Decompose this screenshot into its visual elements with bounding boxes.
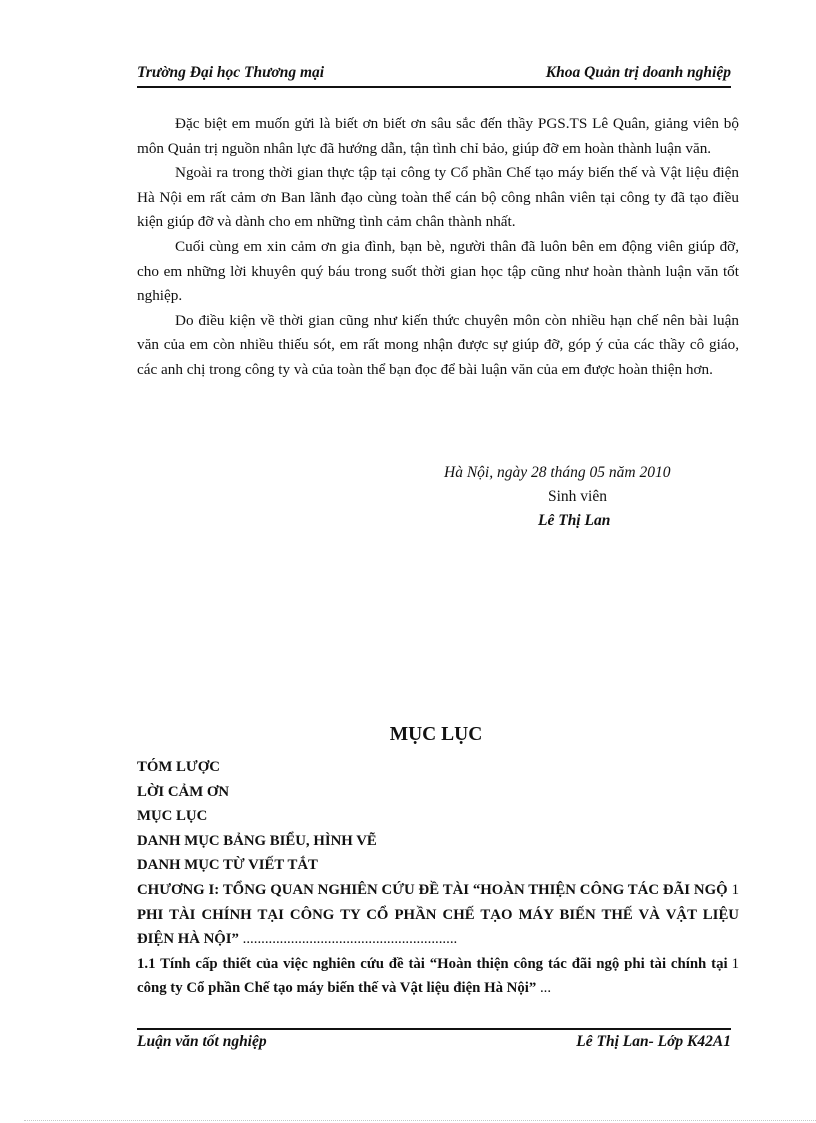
table-of-contents: [137, 755, 739, 1001]
signature-name: Lê Thị Lan: [538, 512, 611, 529]
toc-leader-dots: ...: [539, 980, 552, 997]
signature-date: Hà Nội, ngày 28 tháng 05 năm 2010: [444, 464, 671, 481]
page-edge-divider: [24, 1120, 816, 1121]
toc-title: MỤC LỤC: [389, 724, 483, 745]
ack-paragraph-2: Ngoài ra trong thời gian thực tập tại công ty Cổ phần Chế tạo máy biến thế và Vật liệu điện Hà Nội em rất cảm ơn Ban lãnh đạo cùng toàn thể cán bộ công nhân viên tại công ty đã tạo điều kiện giúp đỡ và dành cho em những tình cảm chân thành nhất.: [137, 164, 739, 231]
ack-paragraph-3: Cuối cùng em xin cảm ơn gia đình, bạn bè, người thân đã luôn bên em động viên giúp đỡ, cho em những lời khuyên quý báu trong suốt thời gian học tập cũng như hoàn thành luận văn tốt nghiệp.: [137, 237, 739, 305]
toc-item-loi-cam-on[interactable]: LỜI CẢM ƠN: [137, 783, 230, 800]
page-footer: [137, 1028, 731, 1051]
signature-role: Sinh viên: [548, 488, 607, 505]
ack-paragraph-4: Do điều kiện về thời gian cũng như kiến thức chuyên môn còn nhiều hạn chế nên bài luận văn của em còn nhiều thiếu sót, em rất mong nhận được sự giúp đỡ, góp ý của các thầy cô giáo, các anh chị trong công ty và của toàn thể bạn đọc để bài luận văn của em được hoàn thiện hơn.: [137, 311, 739, 378]
ack-paragraph-1: Đặc biệt em muốn gửi là biết ơn biết ơn sâu sắc đến thầy PGS.TS Lê Quân, giảng viên bộ môn Quản trị nguồn nhân lực đã hướng dẫn, tận tình chỉ bảo, giúp đỡ em hoàn thành luận văn.: [137, 115, 739, 157]
toc-section-1-1-page: 1: [731, 955, 739, 972]
toc-chapter-1-page: 1: [731, 881, 739, 898]
toc-item-section-1-1[interactable]: [137, 952, 739, 1001]
toc-item-danh-muc-bang-bieu[interactable]: DANH MỤC BẢNG BIỂU, HÌNH VẼ: [137, 832, 377, 849]
toc-chapter-1-text: CHƯƠNG I: TỔNG QUAN NGHIÊN CỨU ĐỀ TÀI “HOÀN THIỆN CÔNG TÁC ĐÃI NGỘ PHI TÀI CHÍNH TẠI CÔNG TY CỔ PHẦN CHẾ TẠO MÁY BIẾN THẾ VÀ VẬT LIỆU ĐIỆN HÀ NỘI”: [137, 881, 739, 948]
toc-section-1-1-text: 1.1 Tính cấp thiết của việc nghiên cứu đề tài “Hoàn thiện công tác đãi ngộ phi tài chính tại công ty Cổ phần Chế tạo máy biến thế và Vật liệu điện Hà Nội”: [137, 955, 728, 997]
toc-item-chapter-1[interactable]: [137, 878, 739, 952]
acknowledgement-body: [137, 112, 739, 383]
toc-leader-dots: ..........................................................: [242, 931, 458, 948]
toc-item-danh-muc-tu-viet-tat[interactable]: DANH MỤC TỪ VIẾT TẮT: [137, 857, 318, 874]
header-school: Trường Đại học Thương mại: [137, 64, 325, 81]
page-header: [137, 64, 731, 88]
footer-author-class: Lê Thị Lan- Lớp K42A1: [576, 1033, 731, 1050]
footer-thesis-label: Luận văn tốt nghiệp: [137, 1033, 267, 1050]
header-faculty: Khoa Quản trị doanh nghiệp: [545, 64, 731, 81]
toc-item-muc-luc[interactable]: MỤC LỤC: [137, 808, 208, 825]
toc-item-tom-luoc[interactable]: TÓM LƯỢC: [137, 759, 220, 775]
